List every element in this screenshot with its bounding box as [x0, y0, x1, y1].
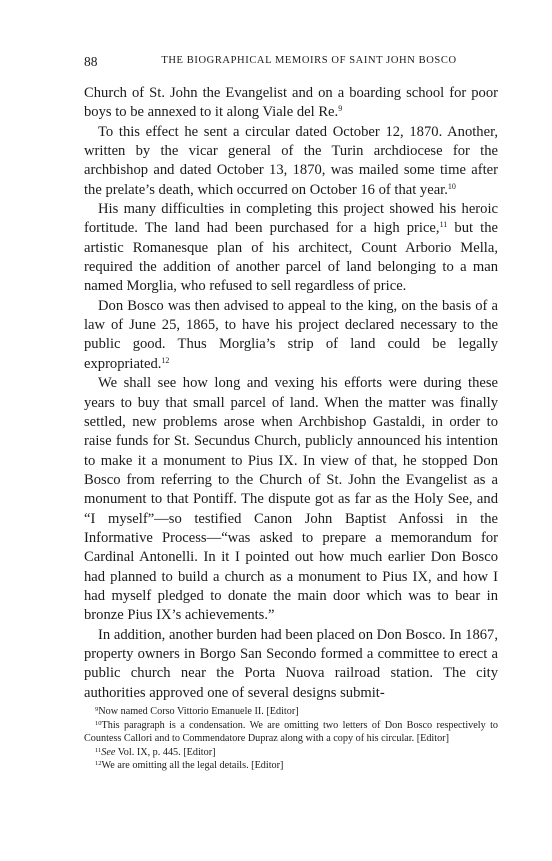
page-number: 88 [84, 54, 98, 69]
paragraph-text: In addition, another burden had been placed on Don Bosco. In 1867, property owners in Borgo San Secondo formed a committee to erect a public church near the Porta Nuova railroad station. The city authorities approved one of several designs submit- [84, 626, 498, 701]
paragraph-text: His many difficulties in completing this project showed his heroic fortitude. The land had been purchased for a high price, [84, 201, 498, 237]
book-page [84, 54, 498, 773]
footnote [84, 705, 498, 719]
running-head [84, 54, 498, 74]
footnote-ref: 11 [439, 220, 448, 230]
paragraph [84, 297, 498, 374]
footnote-number: 9 [95, 706, 99, 713]
paragraph-text: but the artistic Romanesque plan of his architect, Count Arborio Mella, required the addition of another parcel of land belonging to a man named Morglia, who refused to sell regardless of price. [84, 220, 498, 295]
paragraph [84, 200, 498, 297]
footnote [84, 719, 498, 746]
footnote-text: Vol. IX, p. 445. [Editor] [115, 746, 216, 758]
footnote-number: 10 [95, 719, 102, 727]
footnote-text: We are omitting all the legal details. [Editor] [101, 760, 284, 771]
footnotes [84, 705, 498, 773]
footnote-ref: 9 [338, 104, 343, 114]
footnote-number: 11 [95, 746, 102, 754]
footnote [84, 759, 498, 773]
paragraph-text: Church of St. John the Evangelist and on a boarding school for poor boys to be annexed to it along Viale del Re. [84, 85, 498, 121]
body-text [84, 84, 498, 703]
footnote-ref: 10 [447, 181, 456, 191]
footnote-ref: 12 [161, 355, 170, 365]
footnote-text: Now named Corso Vittorio Emanuele II. [Editor] [98, 706, 299, 717]
footnote-text: This paragraph is a condensation. We are omitting two letters of Don Bosco respectively to Countess Callori and to Commendatore Dupraz along with a copy of his circular. [Editor] [84, 719, 498, 744]
paragraph [84, 84, 498, 123]
footnote-see: See [101, 746, 116, 758]
paragraph [84, 374, 498, 625]
paragraph [84, 626, 498, 703]
paragraph-text: To this effect he sent a circular dated October 12, 1870. Another, written by the vicar general of the Turin archdiocese for the archbishop and dated October 13, 1870, was mailed some time after the prelate’s death, which occurred on October 16 of that year. [84, 123, 498, 198]
paragraph-text: Don Bosco was then advised to appeal to the king, on the basis of a law of June 25, 1865, to have his project declared necessary to the public good. Thus Morglia’s strip of land could be legally expropriated. [84, 297, 498, 372]
footnote [84, 746, 498, 760]
footnote-number: 12 [95, 760, 102, 767]
paragraph [84, 123, 498, 200]
paragraph-text: We shall see how long and vexing his efforts were during these years to buy that small parcel of land. When the matter was finally settled, new problems arose when Archbishop Gastaldi, in order to raise funds for St. Secundus Church, publicly announced his intention to make it a monument to Pius IX. In view of that, he stopped Don Bosco from referring to the Church of St. John the Evangelist as a monument to that Pontiff. The dispute got as far as the Holy See, and “I myself”—so testified Canon John Baptist Anfossi in the Informative Process—“was asked to prepare a memorandum for Cardinal Antonelli. In it I pointed out how much earlier Don Bosco had planned to build a church as a monument to Pius IX, and how I had myself pledged to donate the main door which was to bear in bronze Pius IX’s achievements.” [84, 375, 498, 624]
running-title: THE BIOGRAPHICAL MEMOIRS OF SAINT JOHN BOSCO [161, 55, 457, 66]
